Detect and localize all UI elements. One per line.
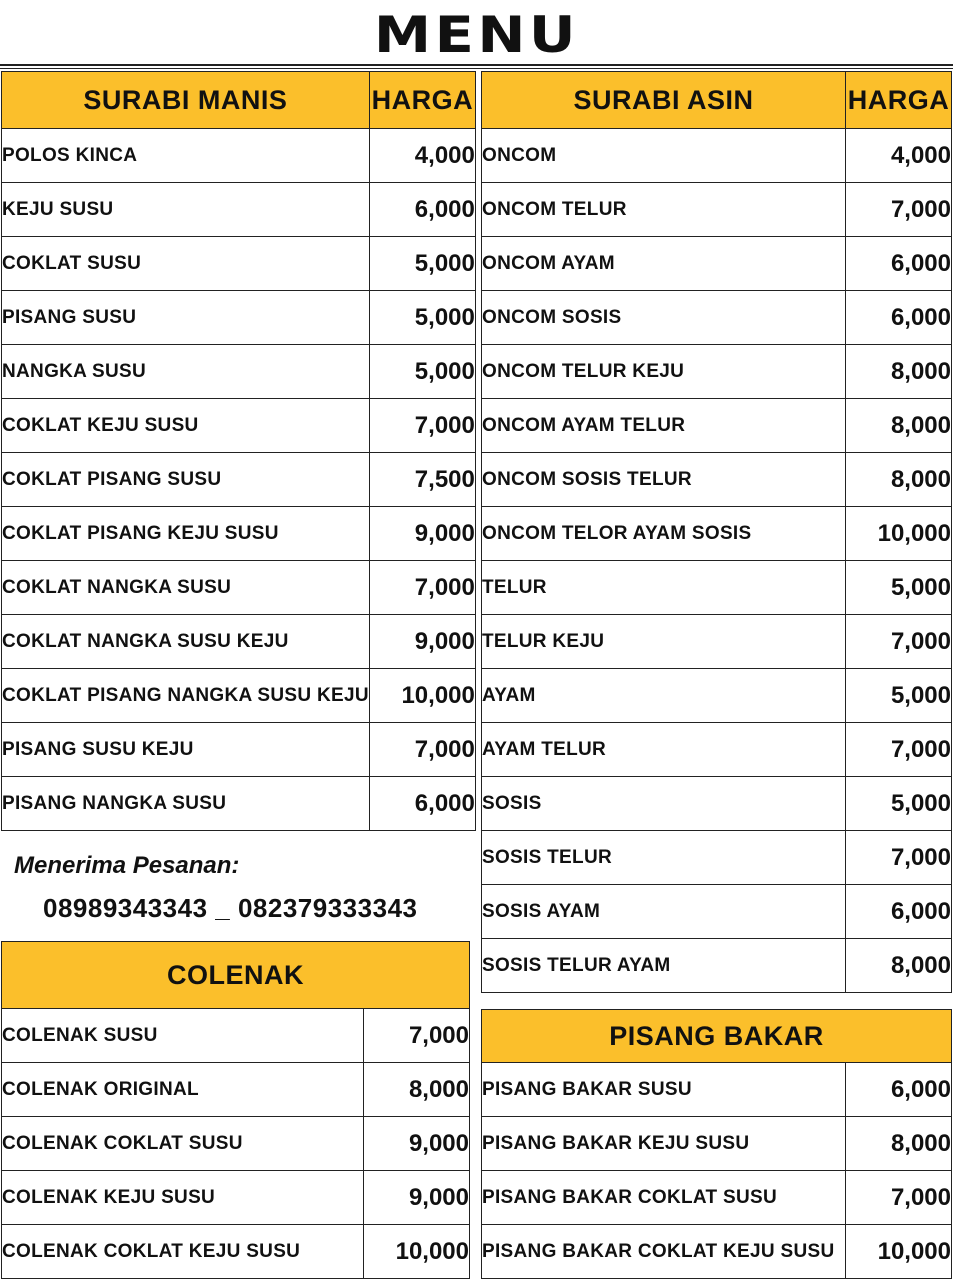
menu-row: [482, 237, 952, 291]
menu-row: [2, 669, 476, 723]
item-price: 8,000: [846, 1117, 952, 1171]
surabi-asin-header: SURABI ASIN: [482, 72, 846, 129]
order-phones: 08989343343 _ 082379333343: [43, 893, 418, 923]
menu-row: [2, 345, 476, 399]
item-price: 8,000: [846, 453, 952, 507]
menu-row: [482, 1117, 952, 1171]
menu-row: [482, 561, 952, 615]
menu-row: [482, 939, 952, 993]
item-price: 7,000: [369, 723, 475, 777]
menu-row: [482, 345, 952, 399]
item-price: 9,000: [364, 1117, 470, 1171]
item-price: 8,000: [846, 399, 952, 453]
item-price: 9,000: [369, 507, 475, 561]
item-name: SOSIS TELUR AYAM: [482, 939, 846, 993]
surabi-manis-body: [2, 129, 476, 831]
menu-row: [482, 831, 952, 885]
item-price: 10,000: [369, 669, 475, 723]
item-name: ONCOM AYAM TELUR: [482, 399, 846, 453]
item-name: COKLAT KEJU SUSU: [2, 399, 370, 453]
item-name: TELUR KEJU: [482, 615, 846, 669]
menu-row: [2, 1117, 470, 1171]
item-name: COLENAK SUSU: [2, 1009, 364, 1063]
menu-row: [2, 723, 476, 777]
menu-row: [482, 777, 952, 831]
item-name: PISANG SUSU KEJU: [2, 723, 370, 777]
item-price: 6,000: [369, 183, 475, 237]
menu-row: [482, 1063, 952, 1117]
item-name: AYAM TELUR: [482, 723, 846, 777]
item-name: COKLAT NANGKA SUSU: [2, 561, 370, 615]
item-price: 9,000: [369, 615, 475, 669]
item-name: COLENAK COKLAT SUSU: [2, 1117, 364, 1171]
item-price: 7,000: [369, 561, 475, 615]
surabi-manis-price-header: HARGA: [369, 72, 475, 129]
menu-row: [2, 1009, 470, 1063]
pisang-bakar-header: PISANG BAKAR: [482, 1010, 952, 1063]
item-price: 7,000: [846, 831, 952, 885]
item-price: 4,000: [846, 129, 952, 183]
menu-row: [482, 291, 952, 345]
menu-row: [2, 237, 476, 291]
colenak-table: [1, 941, 470, 1279]
item-name: ONCOM TELUR KEJU: [482, 345, 846, 399]
item-price: 10,000: [364, 1225, 470, 1279]
item-name: TELUR: [482, 561, 846, 615]
item-name: ONCOM SOSIS: [482, 291, 846, 345]
order-label: Menerima Pesanan:: [14, 852, 240, 879]
item-price: 10,000: [846, 507, 952, 561]
surabi-asin-header-row: [482, 72, 952, 129]
surabi-asin-table: [481, 71, 952, 993]
item-price: 4,000: [369, 129, 475, 183]
title-divider: [0, 64, 953, 66]
item-price: 7,000: [369, 399, 475, 453]
item-name: SOSIS TELUR: [482, 831, 846, 885]
item-price: 7,500: [369, 453, 475, 507]
item-price: 8,000: [846, 939, 952, 993]
item-price: 5,000: [369, 291, 475, 345]
item-name: PISANG BAKAR SUSU: [482, 1063, 846, 1117]
item-price: 5,000: [846, 669, 952, 723]
item-name: COKLAT SUSU: [2, 237, 370, 291]
item-price: 8,000: [364, 1063, 470, 1117]
item-price: 5,000: [369, 345, 475, 399]
item-name: PISANG SUSU: [2, 291, 370, 345]
surabi-asin-body: [482, 129, 952, 993]
item-price: 5,000: [846, 561, 952, 615]
menu-row: [2, 291, 476, 345]
menu-row: [2, 183, 476, 237]
item-name: POLOS KINCA: [2, 129, 370, 183]
menu-row: [482, 453, 952, 507]
item-name: PISANG NANGKA SUSU: [2, 777, 370, 831]
item-name: COKLAT PISANG SUSU: [2, 453, 370, 507]
item-name: COKLAT NANGKA SUSU KEJU: [2, 615, 370, 669]
surabi-manis-table: [1, 71, 476, 831]
menu-row: [2, 777, 476, 831]
item-name: SOSIS AYAM: [482, 885, 846, 939]
item-name: ONCOM SOSIS TELUR: [482, 453, 846, 507]
surabi-asin-price-header: HARGA: [846, 72, 952, 129]
menu-row: [2, 453, 476, 507]
item-name: COLENAK KEJU SUSU: [2, 1171, 364, 1225]
item-price: 8,000: [846, 345, 952, 399]
item-price: 10,000: [846, 1225, 952, 1279]
item-price: 7,000: [846, 723, 952, 777]
menu-row: [482, 399, 952, 453]
menu-row: [2, 1171, 470, 1225]
menu-row: [2, 1225, 470, 1279]
item-price: 7,000: [846, 615, 952, 669]
item-name: PISANG BAKAR COKLAT KEJU SUSU: [482, 1225, 846, 1279]
menu-row: [2, 129, 476, 183]
menu-row: [482, 615, 952, 669]
menu-row: [482, 885, 952, 939]
item-price: 6,000: [369, 777, 475, 831]
item-name: SOSIS: [482, 777, 846, 831]
item-name: PISANG BAKAR COKLAT SUSU: [482, 1171, 846, 1225]
item-price: 6,000: [846, 885, 952, 939]
pisang-bakar-header-row: [482, 1010, 952, 1063]
item-name: COKLAT PISANG KEJU SUSU: [2, 507, 370, 561]
menu-row: [2, 1063, 470, 1117]
menu-title: MENU: [373, 6, 580, 64]
menu-row: [482, 1171, 952, 1225]
menu-row: [2, 399, 476, 453]
item-price: 5,000: [846, 777, 952, 831]
item-price: 5,000: [369, 237, 475, 291]
item-name: COLENAK ORIGINAL: [2, 1063, 364, 1117]
surabi-manis-header-row: [2, 72, 476, 129]
item-price: 6,000: [846, 291, 952, 345]
item-name: NANGKA SUSU: [2, 345, 370, 399]
menu-row: [482, 129, 952, 183]
item-price: 9,000: [364, 1171, 470, 1225]
pisang-bakar-table: [481, 1009, 952, 1279]
item-name: COLENAK COKLAT KEJU SUSU: [2, 1225, 364, 1279]
item-price: 6,000: [846, 1063, 952, 1117]
pisang-bakar-body: [482, 1063, 952, 1279]
colenak-header: COLENAK: [2, 942, 470, 1009]
item-name: PISANG BAKAR KEJU SUSU: [482, 1117, 846, 1171]
item-name: ONCOM AYAM: [482, 237, 846, 291]
item-price: 6,000: [846, 237, 952, 291]
item-price: 7,000: [846, 183, 952, 237]
menu-row: [2, 507, 476, 561]
colenak-header-row: [2, 942, 470, 1009]
item-name: COKLAT PISANG NANGKA SUSU KEJU: [2, 669, 370, 723]
item-price: 7,000: [846, 1171, 952, 1225]
menu-row: [482, 507, 952, 561]
item-price: 7,000: [364, 1009, 470, 1063]
menu-row: [482, 1225, 952, 1279]
item-name: AYAM: [482, 669, 846, 723]
item-name: KEJU SUSU: [2, 183, 370, 237]
menu-row: [2, 615, 476, 669]
menu-row: [482, 723, 952, 777]
menu-row: [482, 669, 952, 723]
title-divider-thin: [0, 68, 953, 69]
colenak-body: [2, 1009, 470, 1279]
menu-row: [2, 561, 476, 615]
surabi-manis-header: SURABI MANIS: [2, 72, 370, 129]
item-name: ONCOM TELUR: [482, 183, 846, 237]
menu-row: [482, 183, 952, 237]
item-name: ONCOM: [482, 129, 846, 183]
item-name: ONCOM TELOR AYAM SOSIS: [482, 507, 846, 561]
